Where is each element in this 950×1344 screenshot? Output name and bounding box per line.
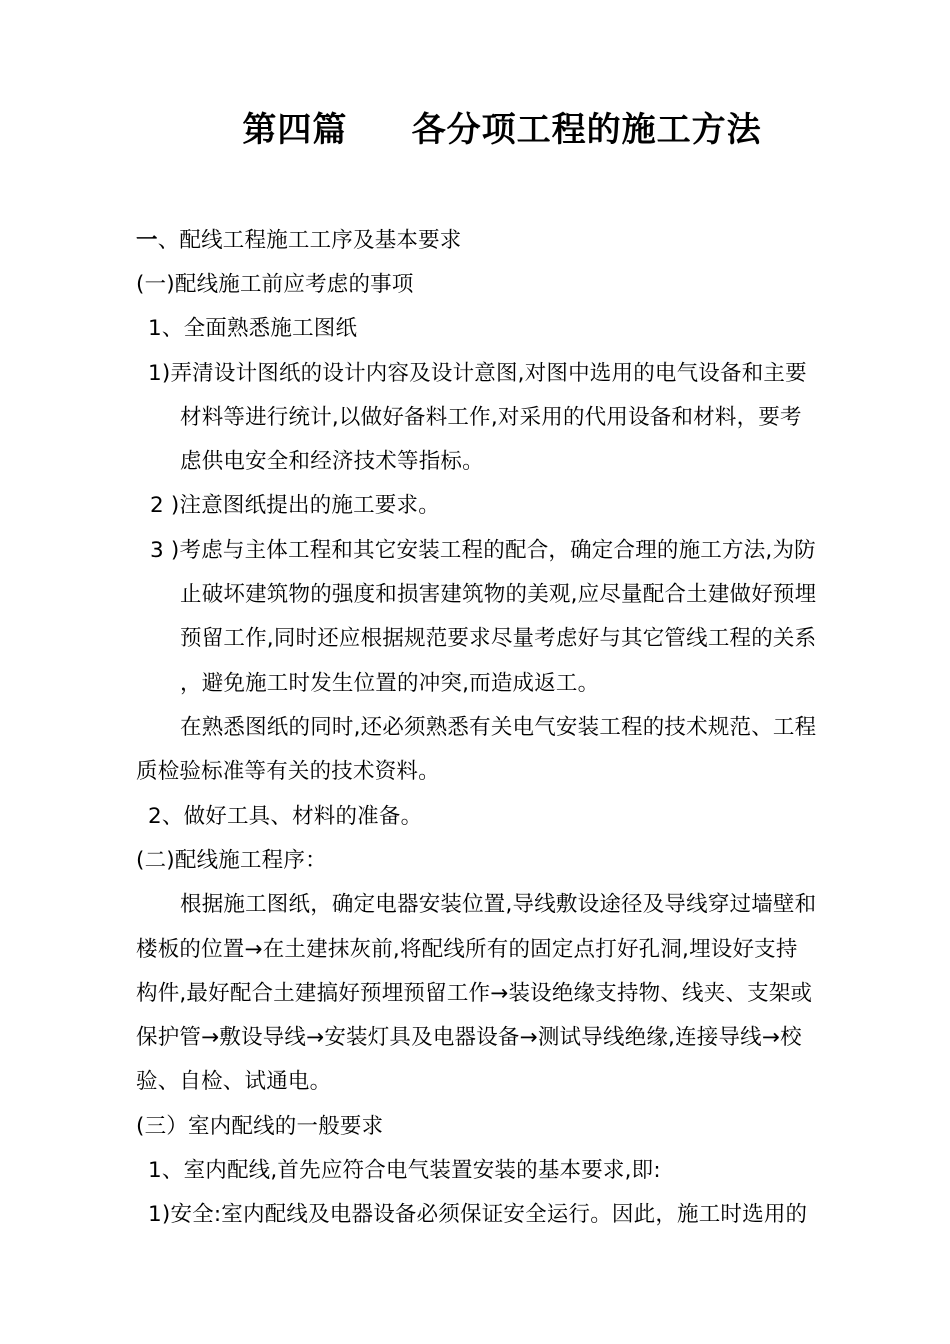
paragraph-line: ，避免施工时发生位置的冲突,而造成返工。 — [180, 671, 600, 696]
paragraph-line: 止破坏建筑物的强度和损害建筑物的美观,应尽量配合土建做好预埋 — [180, 582, 817, 607]
paragraph-line: 验、自检、试通电。 — [136, 1069, 332, 1094]
page-title: 第四篇 各分项工程的施工方法 — [242, 110, 762, 150]
section-heading-text: 、配线工程施工工序及基本要求 — [157, 228, 462, 253]
numbered-item: 2、做好工具、材料的准备。 — [148, 804, 423, 829]
paragraph-line: 根据施工图纸，确定电器安装位置,导线敷设途径及导线穿过墙壁和 — [180, 892, 817, 917]
paragraph-line: 1)安全:室内配线及电器设备必须保证安全运行。因此，施工时选用的 — [148, 1202, 808, 1227]
numbered-item: 1、室内配线,首先应符合电气装置安装的基本要求,即: — [148, 1158, 661, 1183]
paragraph-line: 材料等进行统计,以做好备料工作,对采用的代用设备和材料，要考 — [180, 405, 802, 430]
paragraph-line: 保护管→敷设导线→安装灯具及电器设备→测试导线绝缘,连接导线→校 — [136, 1025, 802, 1050]
paragraph-line: 1)弄清设计图纸的设计内容及设计意图,对图中选用的电气设备和主要 — [148, 361, 807, 386]
numbered-item: 1、全面熟悉施工图纸 — [148, 316, 358, 341]
subsection-heading: (三）室内配线的一般要求 — [136, 1114, 384, 1139]
subsection-heading: (一)配线施工前应考虑的事项 — [136, 272, 414, 297]
subsection-heading: (二)配线施工程序： — [136, 848, 327, 873]
paragraph-line: 2 )注意图纸提出的施工要求。 — [150, 493, 440, 518]
paragraph-line: 构件,最好配合土建搞好预埋预留工作→装设绝缘支持物、线夹、支架或 — [136, 981, 813, 1006]
paragraph-line: 虑供电安全和经济技术等指标。 — [180, 449, 484, 474]
section-heading-number: 一 — [136, 228, 158, 253]
paragraph-line: 3 )考虑与主体工程和其它安装工程的配合，确定合理的施工方法,为防 — [150, 538, 816, 563]
paragraph-line: 质检验标准等有关的技术资料。 — [136, 759, 440, 784]
paragraph-line: 预留工作,同时还应根据规范要求尽量考虑好与其它管线工程的关系 — [180, 626, 817, 651]
paragraph-line: 在熟悉图纸的同时,还必须熟悉有关电气安装工程的技术规范、工程 — [180, 715, 817, 740]
section-heading — [136, 226, 462, 256]
paragraph-line: 楼板的位置→在土建抹灰前,将配线所有的固定点打好孔洞,埋设好支持 — [136, 937, 798, 962]
